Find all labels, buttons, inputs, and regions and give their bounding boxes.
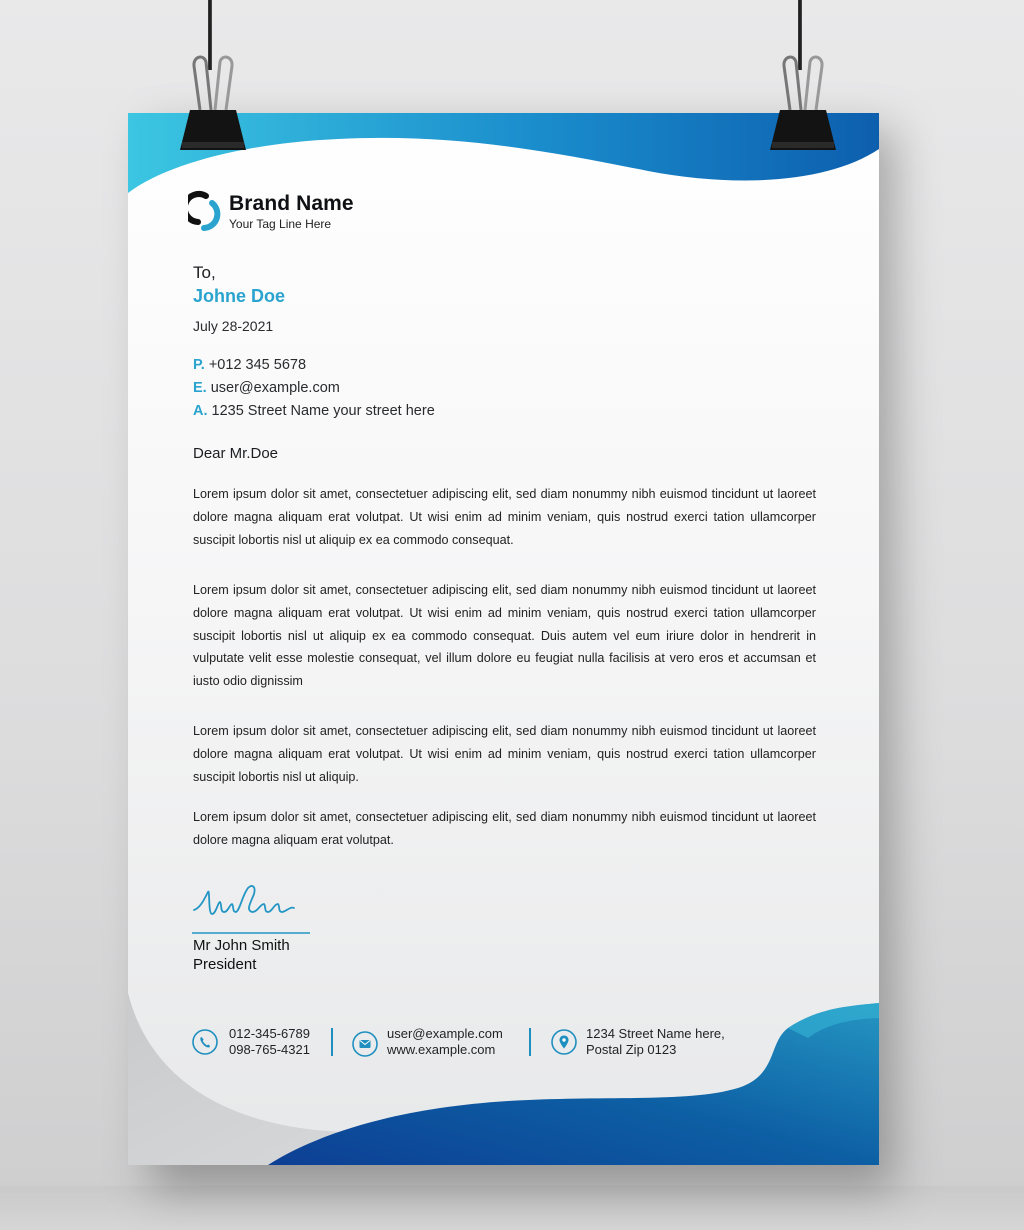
recipient-name: Johne Doe xyxy=(193,286,286,306)
contact-email xyxy=(193,380,340,396)
footer-phone-1: 012-345-6789 xyxy=(229,1026,310,1041)
footer-phone-2: 098-765-4321 xyxy=(229,1042,310,1057)
footer-separator xyxy=(529,1028,531,1056)
contact-value: user@example.com xyxy=(210,380,340,396)
signer-role: President xyxy=(193,956,257,973)
binder-clip-icon xyxy=(178,52,248,154)
salutation-to: To, xyxy=(193,263,216,282)
brand-name: Brand Name xyxy=(229,192,354,215)
location-pin-icon xyxy=(551,1029,577,1055)
phone-icon xyxy=(192,1029,218,1055)
signature xyxy=(190,878,315,938)
body-paragraph: Lorem ipsum dolor sit amet, consectetuer adipiscing elit, sed diam nonummy nibh euismod tincidunt ut laoreet dolore magna aliquam erat volutpat. Ut wisi enim ad minim veniam, quis nostrud exerci tation ullamcorper suscipit lobortis nisl ut aliquip. xyxy=(193,724,816,784)
footer-website: www.example.com xyxy=(387,1042,496,1057)
body-paragraph: Lorem ipsum dolor sit amet, consectetuer adipiscing elit, sed diam nonummy nibh euismod tincidunt ut laoreet dolore magna aliquam erat volutpat. Ut wisi enim ad minim veniam, quis nostrud exerci tation ullamcorper suscipit lobortis nisl ut aliquip ex ea commodo consequat. xyxy=(193,487,816,547)
contact-key: E. xyxy=(193,380,207,396)
footer-separator xyxy=(331,1028,333,1056)
footer-email: user@example.com xyxy=(387,1026,503,1041)
letter-date: July 28-2021 xyxy=(193,318,274,334)
contact-phone xyxy=(193,357,306,373)
contact-value: 1235 Street Name your street here xyxy=(211,403,435,419)
brand-tagline: Your Tag Line Here xyxy=(229,217,332,231)
contact-address xyxy=(193,403,435,419)
greeting: Dear Mr.Doe xyxy=(193,445,279,462)
binder-clip-icon xyxy=(768,52,838,154)
floor xyxy=(0,1186,1024,1230)
contact-value: +012 345 5678 xyxy=(208,357,307,373)
mail-icon xyxy=(352,1031,378,1057)
contact-key: P. xyxy=(193,357,205,373)
contact-key: A. xyxy=(193,403,208,419)
footer-address-1: 1234 Street Name here, xyxy=(586,1026,725,1041)
footer-address-2: Postal Zip 0123 xyxy=(586,1042,677,1057)
body-paragraph: Lorem ipsum dolor sit amet, consectetuer adipiscing elit, sed diam nonummy nibh euismod tincidunt ut laoreet dolore magna aliquam erat volutpat. xyxy=(193,810,816,847)
body-paragraph: Lorem ipsum dolor sit amet, consectetuer adipiscing elit, sed diam nonummy nibh euismod tincidunt ut laoreet dolore magna aliquam erat volutpat. Ut wisi enim ad minim veniam, quis nostrud exerci tation ullamcorper suscipit lobortis nisl ut aliquip ex ea commodo consequat. Duis autem vel eum iriure dolor in hendrerit in vulputate velit esse molestie consequat, vel illum dolore eu feugiat nulla facilisis at vero eros et accumsan et iusto odio dignissim xyxy=(193,583,816,689)
signer-name: Mr John Smith xyxy=(193,937,290,954)
bottom-wave xyxy=(268,1003,879,1165)
brand-logo-icon xyxy=(188,190,222,234)
